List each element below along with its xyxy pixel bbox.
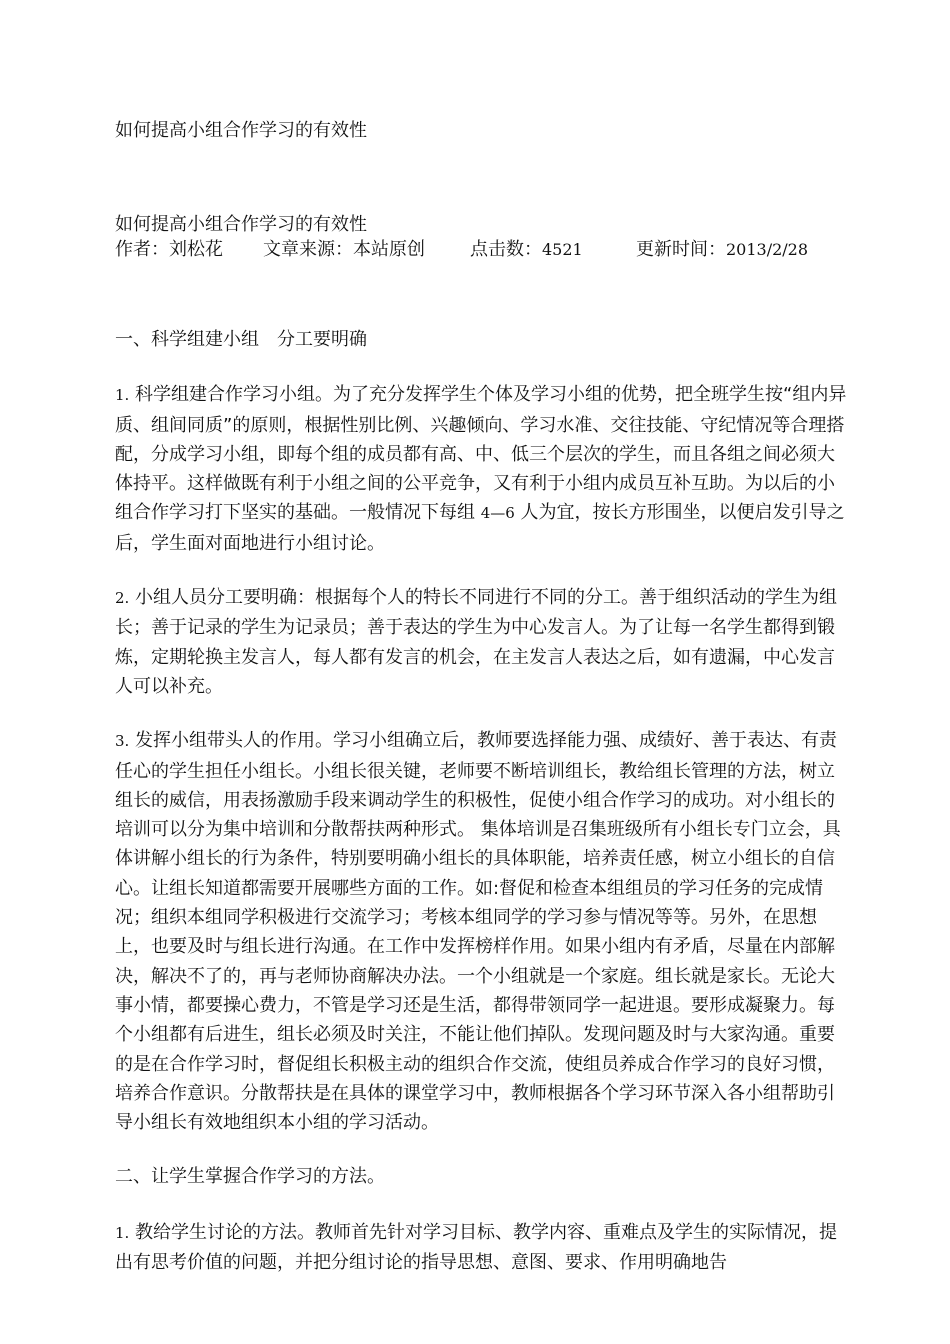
updated-info	[636, 237, 808, 263]
author-info	[115, 237, 223, 263]
clicks-label: 点击数：	[470, 239, 542, 260]
group-size-range: 4—6	[480, 504, 515, 523]
source-value: 本站原创	[353, 239, 425, 260]
paragraph-text: 小组人员分工要明确：根据每个人的特长不同进行不同的分工。善于组织活动的学生为组长；善于记录的学生为记录员；善于表达的学生为中心发言人。为了让每一名学生都得到锻炼，定期轮换主发言人，每人都有发言的机会，在主发言人表达之后，如有遗漏，中心发言人可以补充。	[115, 587, 838, 697]
paragraph	[115, 1218, 848, 1278]
paragraph-number: 3.	[115, 732, 130, 751]
article-body	[115, 325, 848, 1302]
clicks-count: 4521	[542, 240, 583, 259]
paragraph-number: 2.	[115, 589, 130, 608]
article-title: 如何提高小组合作学习的有效性	[115, 214, 367, 235]
paragraph-number: 1.	[115, 386, 130, 405]
updated-date: 2013/2/28	[726, 240, 809, 259]
paragraph-text: 教给学生讨论的方法。教师首先针对学习目标、教学内容、重难点及学生的实际情况，提出有思考价值的问题，并把分组讨论的指导思想、意图、要求、作用明确地告	[115, 1221, 838, 1274]
source-info	[263, 237, 425, 263]
section-heading: 二、让学生掌握合作学习的方法。	[115, 1166, 385, 1188]
article-meta	[115, 237, 875, 263]
author-label: 作者：	[115, 239, 169, 260]
section-heading: 一、科学组建小组 分工要明确	[115, 329, 367, 350]
paragraph	[115, 726, 848, 1137]
paragraph-text: 科学组建合作学习小组。为了充分发挥学生个体及学习小组的优势，把全班学生按“组内异质、组间同质”的原则，根据性别比例、兴趣倾向、学习水准、交往技能、守纪情况等合理搭配，分成学习小组，即每个组的成员都有高、中、低三个层次的学生，而且各组之间必须大体持平。这样做既有利于小组之间的公平竞争，又有利于小组内成员互补互助。为以后的小组合作学习打下坚实的基础。一般情况下每组	[115, 384, 847, 524]
author-name: 刘松花	[169, 239, 223, 260]
paragraph-number: 1.	[115, 1223, 130, 1242]
paragraph	[115, 380, 848, 558]
source-label: 文章来源：	[263, 239, 353, 260]
paragraph	[115, 583, 848, 701]
paragraph-text: 人为宜，按长方形围坐，以便启发引导之后，学生面对面地进行小组讨论。	[115, 502, 845, 554]
clicks-info	[470, 237, 583, 263]
updated-label: 更新时间：	[636, 239, 726, 260]
paragraph-text: 发挥小组带头人的作用。学习小组确立后，教师要选择能力强、成绩好、善于表达、有责任心的学生担任小组长。小组长很关键，老师要不断培训组长，教给组长管理的方法，树立组长的威信，用表扬激励手段来调动学生的积极性，促使小组合作学习的成功。对小组长的培训可以分为集中培训和分散帮扶两种形式。 集体培训是召集班级所有小组长专门立会，具体讲解小组长的行为条件，特别要明确小组长的具体职能，培养责任感，树立小组长的自信心。让组长知道都需要开展哪些方面的工作。如:督促和检查本组组员的学习任务的完成情况；组织本组同学积极进行交流学习；考核本组同学的学习参与情况等等。另外，在思想上，也要及时与组长进行沟通。在工作中发挥榜样作用。如果小组内有矛盾，尽量在内部解决，解决不了的，再与老师协商解决办法。一个小组就是一个家庭。组长就是家长。无论大事小情，都要操心费力，不管是学习还是生活，都得带领同学一起进退。要形成凝聚力。每个小组都有后进生，组长必须及时关注，不能让他们掉队。发现问题及时与大家沟通。重要的是在合作学习时，督促组长积极主动的组织合作交流，使组员养成合作学习的良好习惯，培养合作意识。分散帮扶是在具体的课堂学习中，教师根据各个学习环节深入各小组帮助引导小组长有效地组织本小组的学习活动。	[115, 730, 841, 1134]
document-title: 如何提高小组合作学习的有效性	[115, 120, 367, 141]
